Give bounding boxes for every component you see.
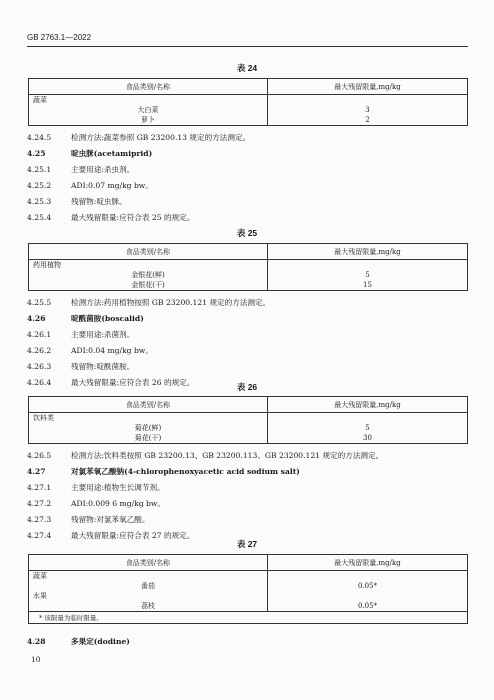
table-24 — [28, 78, 468, 126]
category-name: 蔬菜 — [29, 571, 268, 582]
clause-number: 4.25.3 — [27, 197, 52, 206]
clause-4-25-1 — [27, 164, 134, 175]
table-header-row — [29, 244, 468, 260]
table-27 — [28, 554, 468, 624]
clause-number: 4.26.3 — [27, 362, 52, 371]
table-26-caption: 表 26 — [236, 382, 258, 392]
clause-number: 4.25.1 — [27, 165, 52, 174]
category-name: 药用植物 — [29, 260, 268, 271]
clause-text: 检测方法:蔬菜参照 GB 23200.13 规定的方法测定。 — [71, 133, 251, 142]
mrl-value — [268, 571, 468, 582]
clause-number: 4.27.2 — [27, 499, 52, 508]
table-row — [29, 423, 468, 433]
section-4-25 — [27, 148, 152, 159]
clause-number: 4.27.1 — [27, 483, 52, 492]
category-row — [29, 95, 468, 106]
clause-4-24-5 — [27, 132, 250, 143]
column-header-mrl: 最大残留限量,mg/kg — [268, 555, 468, 571]
clause-text: 最大残留限量:应符合表 26 的规定。 — [71, 378, 195, 387]
column-header-mrl: 最大残留限量,mg/kg — [268, 397, 468, 413]
mrl-value: 30 — [268, 433, 468, 444]
section-title: 多果定(dodine) — [71, 637, 130, 646]
food-name: 萝卜 — [29, 115, 268, 126]
header-rule — [27, 46, 468, 47]
mrl-value: 0.05* — [268, 601, 468, 612]
clause-text: 残留物:对氯苯氧乙酸。 — [71, 515, 150, 524]
food-name: 大白菜 — [29, 105, 268, 115]
clause-number: 4.27.3 — [27, 515, 52, 524]
clause-4-26-2 — [27, 345, 153, 356]
column-header-food: 食品类别/名称 — [29, 79, 268, 95]
category-name: 水果 — [29, 591, 268, 601]
table-note-row — [29, 612, 468, 624]
clause-text: ADI:0.04 mg/kg bw。 — [71, 346, 153, 355]
mrl-value: 3 — [268, 105, 468, 115]
clause-4-25-4 — [27, 212, 194, 223]
section-title: 对氯苯氧乙酸钠(4-chlorophenoxyacetic acid sodium salt) — [71, 467, 300, 476]
column-header-food: 食品类别/名称 — [29, 397, 268, 413]
category-row — [29, 591, 468, 601]
page-number: 10 — [31, 655, 41, 664]
table-header-row — [29, 79, 468, 95]
table-25 — [28, 243, 468, 291]
mrl-value: 2 — [268, 115, 468, 126]
mrl-value: 15 — [268, 280, 468, 291]
section-title: 啶虫脒(acetamiprid) — [71, 149, 153, 158]
section-number: 4.26 — [27, 314, 46, 323]
clause-number: 4.25.2 — [27, 181, 52, 190]
clause-text: 最大残留限量:应符合表 25 的规定。 — [71, 213, 195, 222]
table-27-caption: 表 27 — [236, 539, 258, 549]
mrl-value — [268, 95, 468, 106]
section-4-28 — [27, 636, 130, 647]
section-4-26 — [27, 313, 144, 324]
table-row — [29, 115, 468, 126]
mrl-value: 0.05* — [268, 581, 468, 591]
food-name: 菊花(干) — [29, 433, 268, 444]
clause-4-25-2 — [27, 180, 153, 191]
table-row — [29, 105, 468, 115]
clause-text: ADI:0.009 6 mg/kg bw。 — [71, 499, 165, 508]
column-header-mrl: 最大残留限量,mg/kg — [268, 79, 468, 95]
section-title: 啶酰菌胺(boscalid) — [71, 314, 144, 323]
table-row — [29, 581, 468, 591]
food-name: 金银花(鲜) — [29, 270, 268, 280]
clause-text: 主要用途:植物生长调节剂。 — [71, 483, 165, 492]
clause-4-27-3 — [27, 514, 150, 525]
section-number: 4.25 — [27, 149, 46, 158]
clause-text: 残留物:啶虫脒。 — [71, 197, 127, 206]
clause-4-26-3 — [27, 361, 134, 372]
table-header-row — [29, 397, 468, 413]
clause-4-26-1 — [27, 329, 134, 340]
clause-number: 4.25.4 — [27, 213, 52, 222]
clause-4-27-1 — [27, 482, 165, 493]
mrl-value — [268, 413, 468, 424]
table-25-caption: 表 25 — [236, 228, 258, 238]
table-24-caption: 表 24 — [236, 63, 258, 73]
clause-text: 检测方法:药用植物按照 GB 23200.121 规定的方法测定。 — [71, 298, 271, 307]
clause-text: 检测方法:饮料类按照 GB 23200.13、GB 23200.113、GB 23200.121 规定的方法测定。 — [71, 451, 384, 460]
category-name: 饮料类 — [29, 413, 268, 424]
table-row — [29, 280, 468, 291]
clause-text: 主要用途:杀虫剂。 — [71, 165, 135, 174]
mrl-value: 5 — [268, 270, 468, 280]
table-row — [29, 270, 468, 280]
mrl-value — [268, 591, 468, 601]
food-name: 菊花(鲜) — [29, 423, 268, 433]
food-name: 金银花(干) — [29, 280, 268, 291]
clause-number: 4.26.1 — [27, 330, 52, 339]
food-name: 番茄 — [29, 581, 268, 591]
clause-number: 4.26.4 — [27, 378, 52, 387]
table-row — [29, 433, 468, 444]
mrl-value — [268, 260, 468, 271]
category-row — [29, 571, 468, 582]
clause-text: 残留物:啶酰菌胺。 — [71, 362, 135, 371]
table-header-row — [29, 555, 468, 571]
section-4-27 — [27, 466, 300, 477]
clause-number: 4.25.5 — [27, 298, 52, 307]
category-name: 蔬菜 — [29, 95, 268, 106]
column-header-mrl: 最大残留限量,mg/kg — [268, 244, 468, 260]
clause-number: 4.27.4 — [27, 531, 52, 540]
clause-4-25-5 — [27, 297, 270, 308]
clause-4-25-3 — [27, 196, 127, 207]
clause-number: 4.24.5 — [27, 133, 52, 142]
clause-text: 主要用途:杀菌剂。 — [71, 330, 135, 339]
column-header-food: 食品类别/名称 — [29, 555, 268, 571]
clause-text: 最大残留限量:应符合表 27 的规定。 — [71, 531, 195, 540]
category-row — [29, 413, 468, 424]
section-number: 4.27 — [27, 467, 46, 476]
food-name: 荔枝 — [29, 601, 268, 612]
clause-4-26-5 — [27, 450, 383, 461]
table-row — [29, 601, 468, 612]
document-code: GB 2763.1—2022 — [27, 33, 92, 42]
mrl-value: 5 — [268, 423, 468, 433]
clause-text: ADI:0.07 mg/kg bw。 — [71, 181, 153, 190]
table-footnote: * 该限量为临时限量。 — [29, 612, 468, 624]
clause-number: 4.26.5 — [27, 451, 52, 460]
table-26 — [28, 396, 468, 444]
column-header-food: 食品类别/名称 — [29, 244, 268, 260]
clause-number: 4.26.2 — [27, 346, 52, 355]
section-number: 4.28 — [27, 637, 46, 646]
clause-4-27-2 — [27, 498, 165, 509]
category-row — [29, 260, 468, 271]
